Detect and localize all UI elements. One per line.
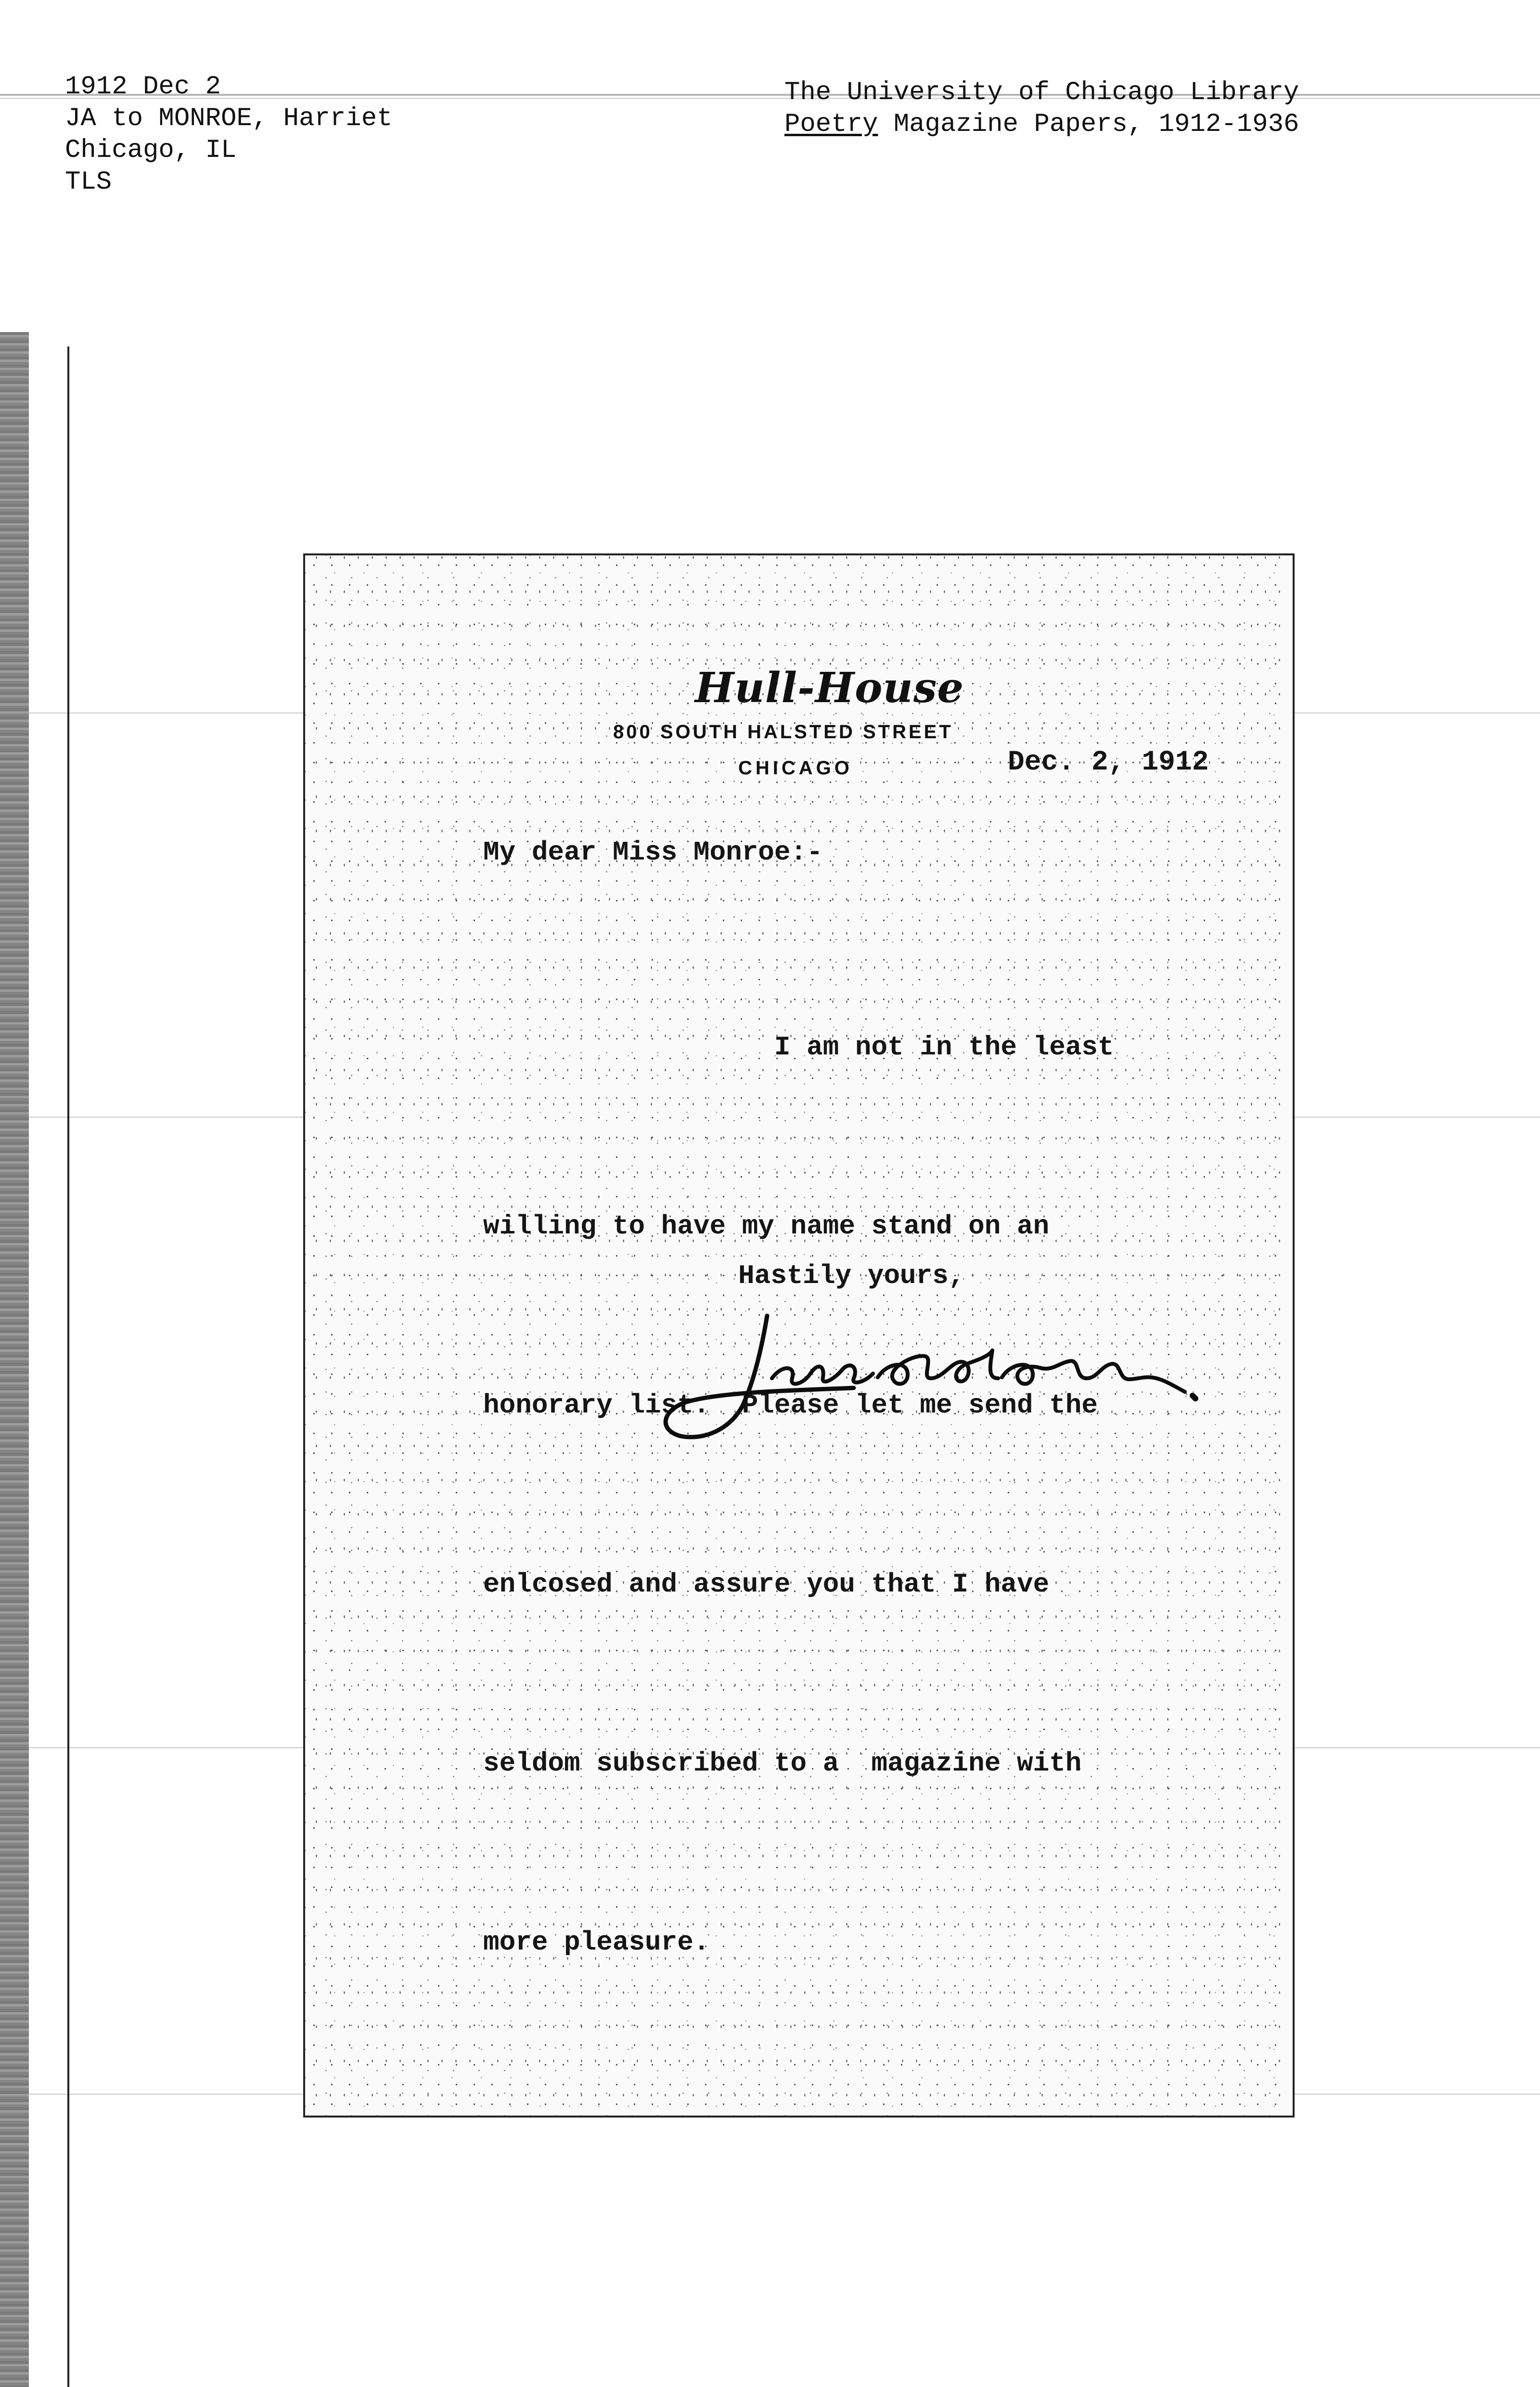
page-edge-rule (67, 346, 69, 2387)
header-collection-rest: Magazine Papers, 1912-1936 (878, 110, 1299, 139)
letterhead-name: Hull-House (695, 664, 964, 712)
body-line: more pleasure. (483, 1927, 710, 1958)
header-collection (784, 109, 1299, 141)
header-collection-title: Poetry (784, 110, 878, 139)
header-correspondents: JA to MONROE, Harriet (65, 104, 393, 133)
signature (652, 1306, 1258, 1450)
letter-closing: Hastily yours, (738, 1260, 965, 1291)
scan-edge-strip (0, 332, 29, 2387)
letterhead-city: CHICAGO (738, 757, 853, 779)
body-line: honorary list. Please let me send the (483, 1390, 1098, 1421)
letter-body (483, 898, 1114, 2092)
archive-header-right (784, 77, 1299, 141)
letter-salutation: My dear Miss Monroe:- (483, 837, 823, 868)
header-document-type: TLS (65, 167, 112, 197)
body-line: seldom subscribed to a magazine with (483, 1748, 1082, 1779)
archive-header-left (65, 71, 393, 198)
header-library: The University of Chicago Library (784, 78, 1299, 107)
body-line: I am not in the least (483, 1032, 1114, 1063)
letter-date: Dec. 2, 1912 (1008, 747, 1209, 778)
body-line: enlcosed and assure you that I have (483, 1569, 1050, 1600)
header-place: Chicago, IL (65, 136, 237, 165)
letterhead-street: 800 SOUTH HALSTED STREET (613, 721, 953, 743)
body-line: willing to have my name stand on an (483, 1211, 1050, 1242)
header-date: 1912 Dec 2 (65, 72, 221, 102)
letter-sheet (303, 553, 1295, 2118)
